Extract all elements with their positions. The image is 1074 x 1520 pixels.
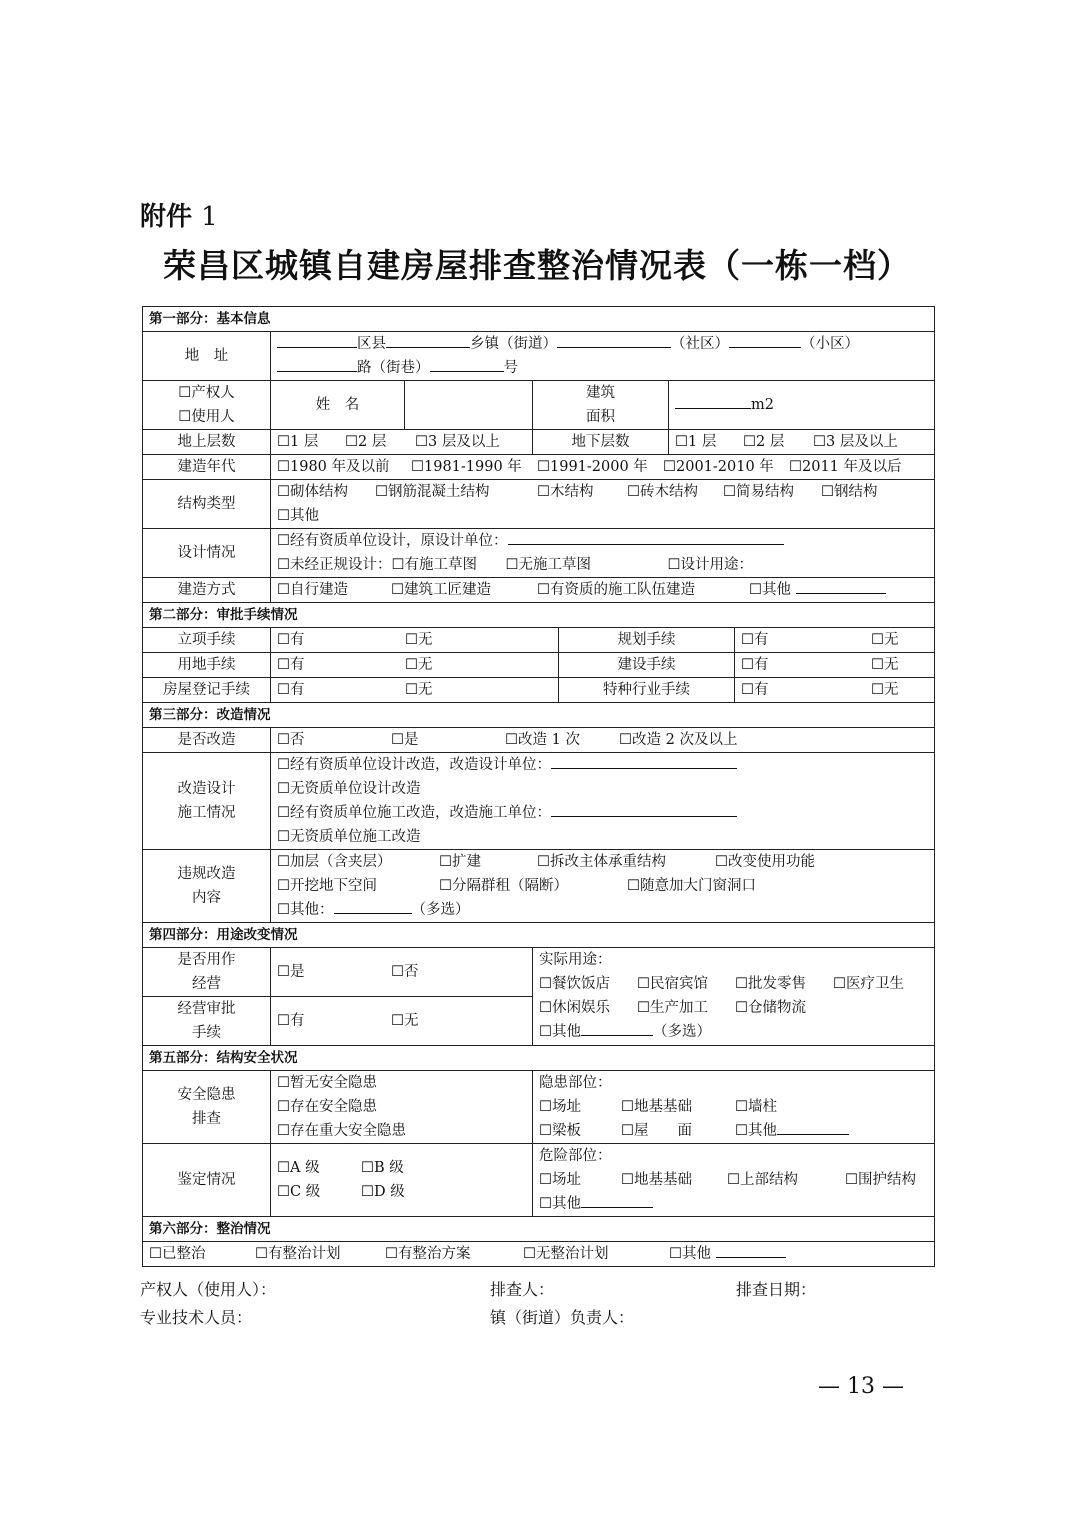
structure-type-label: 结构类型: [143, 480, 271, 529]
business-approval-options[interactable]: ☐有 ☐无: [271, 997, 533, 1046]
renovated-options[interactable]: ☐否 ☐是 ☐改造 1 次 ☐改造 2 次及以上: [271, 728, 935, 753]
hazard-location-options[interactable]: 隐患部位： ☐场址 ☐地基基础 ☐墙柱 ☐梁板 ☐屋 面 ☐其他: [533, 1071, 935, 1144]
section-approval: 第二部分：审批手续情况: [143, 603, 935, 628]
illegal-renovation-label: 违规改造 内容: [143, 850, 271, 923]
rectification-options[interactable]: ☐已整治 ☐有整治计划 ☐有整治方案 ☐无整治计划 ☐其他: [143, 1242, 935, 1267]
page-number: — 13 —: [818, 1374, 904, 1399]
section-structural-safety: 第五部分：结构安全状况: [143, 1046, 935, 1071]
tech-staff-signature-label: 专业技术人员：: [140, 1308, 253, 1327]
approval-options[interactable]: ☐有 ☐无: [735, 678, 935, 703]
section-rectification: 第六部分：整治情况: [143, 1217, 935, 1242]
business-use-label: 是否用作 经营: [143, 948, 271, 997]
town-leader-signature-label: 镇（街道）负责人：: [490, 1308, 635, 1327]
appraisal-label: 鉴定情况: [143, 1144, 271, 1217]
hazard-check-label: 安全隐患 排查: [143, 1071, 271, 1144]
inspection-date-label: 排查日期：: [736, 1280, 817, 1299]
illegal-renovation-options[interactable]: ☐加层（含夹层） ☐扩建 ☐拆改主体承重结构 ☐改变使用功能 ☐开挖地下空间 ☐分隔群租（隔断） ☐随意加大门窗洞口 ☐其他： （多选）: [271, 850, 935, 923]
name-field[interactable]: [405, 381, 533, 430]
owner-signature-label: 产权人（使用人）：: [140, 1280, 277, 1299]
area-field[interactable]: m2: [669, 381, 935, 430]
business-use-options[interactable]: ☐是 ☐否: [271, 948, 533, 997]
hazard-check-options[interactable]: ☐暂无安全隐患 ☐存在安全隐患 ☐存在重大安全隐患: [271, 1071, 533, 1144]
approval-options[interactable]: ☐有 ☐无: [271, 653, 559, 678]
approval-label: 房屋登记手续: [143, 678, 271, 703]
below-floors-options[interactable]: ☐1 层 ☐2 层 ☐3 层及以上: [669, 430, 935, 455]
build-method-label: 建造方式: [143, 578, 271, 603]
actual-use-options[interactable]: 实际用途： ☐餐饮饭店 ☐民宿宾馆 ☐批发零售 ☐医疗卫生 ☐休闲娱乐 ☐生产加工 ☐仓储物流 ☐其他 （多选）: [533, 948, 935, 1046]
annex-label: 附件 1: [140, 202, 218, 232]
approval-label: 建设手续: [559, 653, 735, 678]
above-floors-label: 地上层数: [143, 430, 271, 455]
build-year-label: 建造年代: [143, 455, 271, 480]
design-label: 设计情况: [143, 529, 271, 578]
design-options[interactable]: ☐经有资质单位设计，原设计单位： ☐未经正规设计：☐有施工草图 ☐无施工草图 ☐设计用途：: [271, 529, 935, 578]
renovation-design-label: 改造设计 施工情况: [143, 753, 271, 850]
above-floors-options[interactable]: ☐1 层 ☐2 层 ☐3 层及以上: [271, 430, 533, 455]
structure-type-options[interactable]: ☐砌体结构 ☐钢筋混凝土结构 ☐木结构 ☐砖木结构 ☐简易结构 ☐钢结构 ☐其他: [271, 480, 935, 529]
inspection-form-table: [142, 306, 935, 1267]
owner-user-checkboxes[interactable]: ☐产权人 ☐使用人: [143, 381, 271, 430]
area-label: 建筑 面积: [533, 381, 669, 430]
danger-location-options[interactable]: 危险部位： ☐场址 ☐地基基础 ☐上部结构 ☐围护结构 ☐其他: [533, 1144, 935, 1217]
business-approval-label: 经营审批 手续: [143, 997, 271, 1046]
below-floors-label: 地下层数: [533, 430, 669, 455]
renovated-label: 是否改造: [143, 728, 271, 753]
section-use-change: 第四部分：用途改变情况: [143, 923, 935, 948]
approval-options[interactable]: ☐有 ☐无: [271, 678, 559, 703]
approval-label: 特种行业手续: [559, 678, 735, 703]
build-year-options[interactable]: ☐1980 年及以前 ☐1981-1990 年 ☐1991-2000 年 ☐2001-2010 年 ☐2011 年及以后: [271, 455, 935, 480]
address-field[interactable]: 区县 乡镇（街道） （社区） （小区） 路（街巷） 号: [271, 332, 935, 381]
approval-options[interactable]: ☐有 ☐无: [735, 628, 935, 653]
section-renovation: 第三部分：改造情况: [143, 703, 935, 728]
approval-label: 用地手续: [143, 653, 271, 678]
section-basic-info: 第一部分：基本信息: [143, 307, 935, 332]
renovation-design-options[interactable]: ☐经有资质单位设计改造，改造设计单位： ☐无资质单位设计改造 ☐经有资质单位施工改造，改造施工单位： ☐无资质单位施工改造: [271, 753, 935, 850]
inspector-signature-label: 排查人：: [490, 1280, 555, 1299]
approval-label: 立项手续: [143, 628, 271, 653]
approval-options[interactable]: ☐有 ☐无: [271, 628, 559, 653]
approval-label: 规划手续: [559, 628, 735, 653]
form-title: 荣昌区城镇自建房屋排查整治情况表（一栋一档）: [163, 246, 911, 285]
approval-options[interactable]: ☐有 ☐无: [735, 653, 935, 678]
appraisal-grade-options[interactable]: ☐A 级 ☐B 级 ☐C 级 ☐D 级: [271, 1144, 533, 1217]
build-method-options[interactable]: ☐自行建造 ☐建筑工匠建造 ☐有资质的施工队伍建造 ☐其他: [271, 578, 935, 603]
name-label: 姓 名: [271, 381, 405, 430]
address-label: 地 址: [143, 332, 271, 381]
